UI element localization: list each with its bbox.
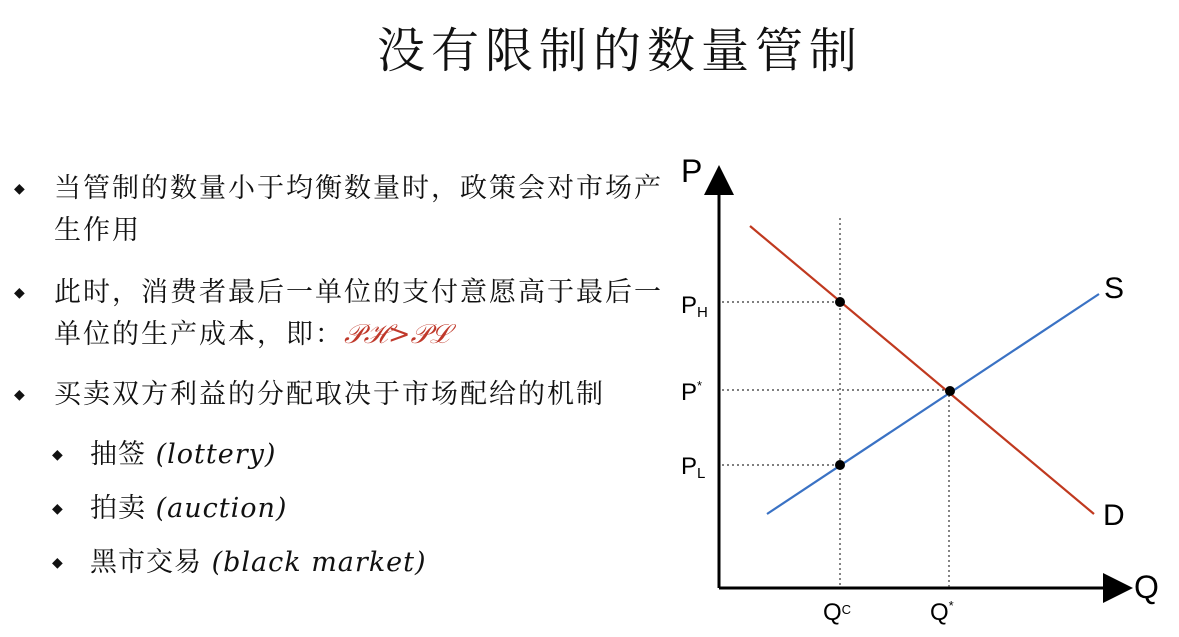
y-axis-label: P: [681, 153, 703, 189]
sub-bullet-en: (lottery): [155, 439, 277, 470]
qc-label: $Q^C$: [823, 599, 852, 626]
sub-bullet-cn: 抽签: [90, 439, 146, 470]
demand-label: D: [1103, 499, 1125, 532]
sub-bullet-cn: 拍卖: [90, 493, 146, 524]
bullet-diamond-icon: ◆: [14, 387, 25, 403]
page-title: 没有限制的数量管制: [376, 23, 863, 79]
supply-curve: [767, 294, 1099, 514]
inequality-formula: 𝒫ℋ>𝒫ℒ: [344, 319, 450, 350]
sub-bullet-en: (black market): [211, 547, 427, 578]
ph-point: [835, 297, 845, 307]
equilibrium-point: [945, 386, 955, 396]
bullet-text: 买卖双方利益的分配取决于市场配给的机制: [54, 379, 605, 410]
ph-label: PH: [681, 292, 708, 321]
bullet-text: 此时，消费者最后一单位的支付意愿高于最后一单位的生产成本，即：: [54, 277, 663, 350]
bullet-diamond-icon: ◆: [52, 555, 63, 571]
bullet-diamond-icon: ◆: [14, 181, 25, 197]
bullet-diamond-icon: ◆: [14, 285, 25, 301]
sub-bullet-en: (auction): [155, 493, 288, 524]
bullet-diamond-icon: ◆: [52, 501, 63, 517]
sub-bullet-cn: 黑市交易: [90, 547, 202, 578]
pl-label: PL: [681, 453, 706, 482]
bullet-text: 当管制的数量小于均衡数量时，政策会对市场产生作用: [54, 173, 663, 246]
bullet-diamond-icon: ◆: [52, 447, 63, 463]
pstar-label: P*: [681, 378, 703, 406]
x-axis-label: Q: [1134, 569, 1159, 605]
pl-point: [835, 460, 845, 470]
demand-curve: [750, 226, 1094, 514]
supply-label: S: [1104, 272, 1125, 305]
qstar-label: Q*: [930, 598, 954, 626]
